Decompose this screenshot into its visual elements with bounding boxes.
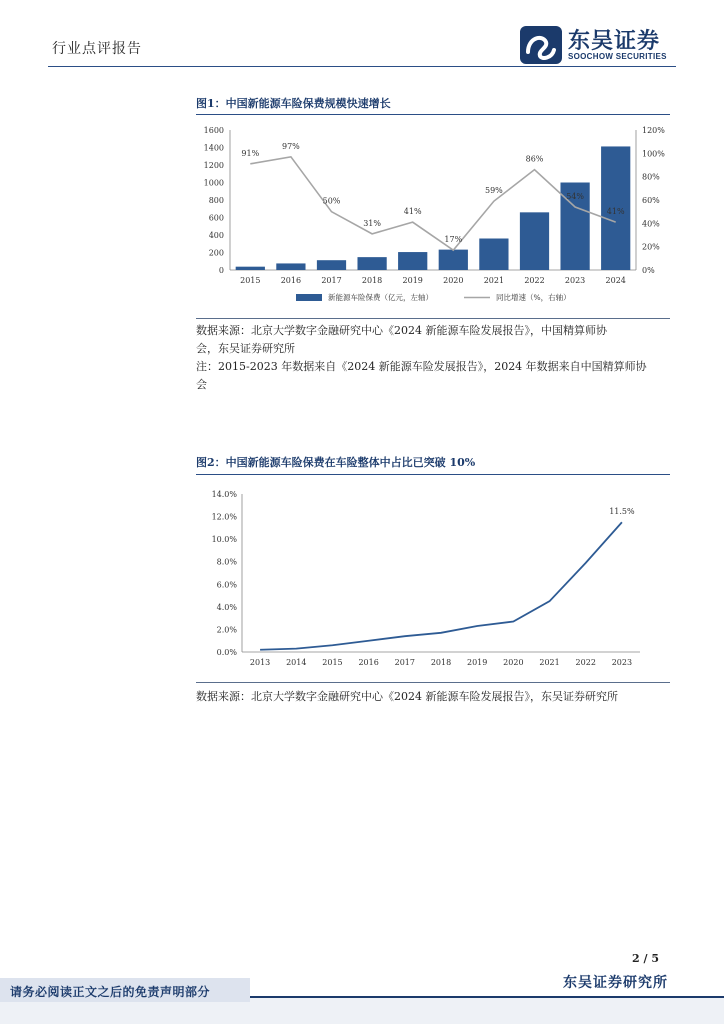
figure2-title: 图2：中国新能源车险保费在车险整体中占比已突破 10% xyxy=(196,456,476,469)
bar-premium xyxy=(398,252,427,270)
x-axis-tick-label: 2020 xyxy=(503,658,524,667)
x-axis-tick-label: 2016 xyxy=(358,658,379,667)
line-share xyxy=(260,522,622,650)
x-axis-tick-label: 2013 xyxy=(249,658,271,667)
line-data-label: 41% xyxy=(403,207,422,217)
x-axis-tick-label: 2016 xyxy=(280,276,302,285)
figure2-source: 数据来源：北京大学数字金融研究中心《2024 新能源车险发展报告》，东吴证券研究所 xyxy=(196,690,618,703)
x-axis-tick-label: 2023 xyxy=(564,276,586,285)
figure1-title: 图1：中国新能源车险保费规模快速增长 xyxy=(196,97,391,110)
left-axis-tick-label: 800 xyxy=(208,196,224,205)
legend-line-label: 同比增速（%，右轴） xyxy=(496,293,571,302)
right-axis-tick-label: 60% xyxy=(642,196,660,205)
x-axis-tick-label: 2020 xyxy=(443,276,464,285)
figure1-top-rule xyxy=(196,114,670,115)
y-axis-tick-label: 8.0% xyxy=(216,557,237,567)
line-data-label: 11.5% xyxy=(609,507,635,517)
right-axis-tick-label: 80% xyxy=(642,172,660,182)
left-axis-tick-label: 200 xyxy=(208,248,224,258)
x-axis-tick-label: 2018 xyxy=(430,658,452,667)
x-axis-tick-label: 2017 xyxy=(321,276,342,285)
logo-mark-icon xyxy=(520,26,562,64)
bar-premium xyxy=(479,239,508,271)
legend-bar-label: 新能源车险保费（亿元，左轴） xyxy=(328,293,433,302)
x-axis-tick-label: 2021 xyxy=(483,276,505,285)
bar-premium xyxy=(317,260,346,270)
figure2-bottom-rule xyxy=(196,682,670,683)
footer-brand: 东吴证券研究所 xyxy=(563,975,668,991)
left-axis-tick-label: 0 xyxy=(218,266,224,275)
left-axis-tick-label: 1400 xyxy=(203,143,224,153)
line-data-label: 97% xyxy=(282,141,300,151)
x-axis-tick-label: 2019 xyxy=(402,276,423,285)
left-axis-tick-label: 1000 xyxy=(203,178,224,188)
line-data-label: 41% xyxy=(606,207,625,217)
x-axis-tick-label: 2017 xyxy=(394,658,415,667)
x-axis-tick-label: 2022 xyxy=(575,658,596,667)
right-axis-tick-label: 20% xyxy=(642,242,660,252)
legend-bar-swatch xyxy=(296,294,322,301)
line-data-label: 50% xyxy=(322,196,341,206)
figure1-note-line: 注：2015-2023 年数据来自《2024 新能源车险发展报告》，2024 年数据来自中国精算师协 xyxy=(196,360,647,373)
x-axis-tick-label: 2018 xyxy=(361,276,383,285)
figure1-source xyxy=(196,322,670,394)
line-data-label: 17% xyxy=(444,235,463,245)
y-axis-tick-label: 0.0% xyxy=(216,648,237,657)
right-axis-tick-label: 0% xyxy=(642,266,655,275)
bar-premium xyxy=(439,250,468,270)
figure1-chart xyxy=(196,118,670,314)
y-axis-tick-label: 6.0% xyxy=(216,580,237,590)
disclaimer-text: 请务必阅读正文之后的免责声明部分 xyxy=(10,985,211,999)
x-axis-tick-label: 2019 xyxy=(467,658,488,667)
bar-premium xyxy=(276,263,305,270)
figure1-note-line: 会 xyxy=(196,378,207,391)
bar-premium xyxy=(357,257,386,270)
x-axis-tick-label: 2015 xyxy=(240,276,261,285)
x-axis-tick-label: 2024 xyxy=(605,276,626,285)
line-data-label: 59% xyxy=(485,186,503,196)
right-axis-tick-label: 100% xyxy=(642,149,665,159)
bar-premium xyxy=(236,267,265,270)
x-axis-tick-label: 2022 xyxy=(524,276,545,285)
line-data-label: 54% xyxy=(566,192,584,201)
brand-logo xyxy=(520,24,680,66)
y-axis-tick-label: 10.0% xyxy=(211,535,237,545)
page-number: 2 / 5 xyxy=(632,952,659,965)
footer-band-rule xyxy=(250,996,724,998)
report-type-label: 行业点评报告 xyxy=(52,41,142,57)
y-axis-tick-label: 2.0% xyxy=(216,625,237,635)
line-data-label: 91% xyxy=(241,148,260,158)
left-axis-tick-label: 1200 xyxy=(203,161,224,170)
figure2-chart xyxy=(196,480,670,676)
left-axis-tick-label: 400 xyxy=(208,231,224,240)
figure1-source-line: 会，东吴证券研究所 xyxy=(196,342,295,355)
brand-name-cn: 东吴证券 xyxy=(568,29,661,54)
y-axis-tick-label: 12.0% xyxy=(211,512,237,522)
x-axis-tick-label: 2023 xyxy=(611,658,633,667)
bar-premium xyxy=(520,212,549,270)
line-data-label: 31% xyxy=(363,218,381,228)
x-axis-tick-label: 2015 xyxy=(322,658,343,667)
y-axis-tick-label: 14.0% xyxy=(211,490,237,499)
right-axis-tick-label: 40% xyxy=(642,219,660,229)
line-data-label: 86% xyxy=(525,154,544,164)
header-divider xyxy=(48,66,676,67)
figure1-bottom-rule xyxy=(196,318,670,319)
right-axis-tick-label: 120% xyxy=(642,126,665,135)
figure1-source-line: 数据来源：北京大学数字金融研究中心《2024 新能源车险发展报告》，中国精算师协 xyxy=(196,324,607,337)
left-axis-tick-label: 1600 xyxy=(203,126,224,135)
figure2-top-rule xyxy=(196,474,670,475)
x-axis-tick-label: 2021 xyxy=(539,658,560,667)
brand-name-en: SOOCHOW SECURITIES xyxy=(568,52,667,61)
y-axis-tick-label: 4.0% xyxy=(216,602,237,612)
left-axis-tick-label: 600 xyxy=(208,213,224,223)
x-axis-tick-label: 2014 xyxy=(286,658,307,667)
